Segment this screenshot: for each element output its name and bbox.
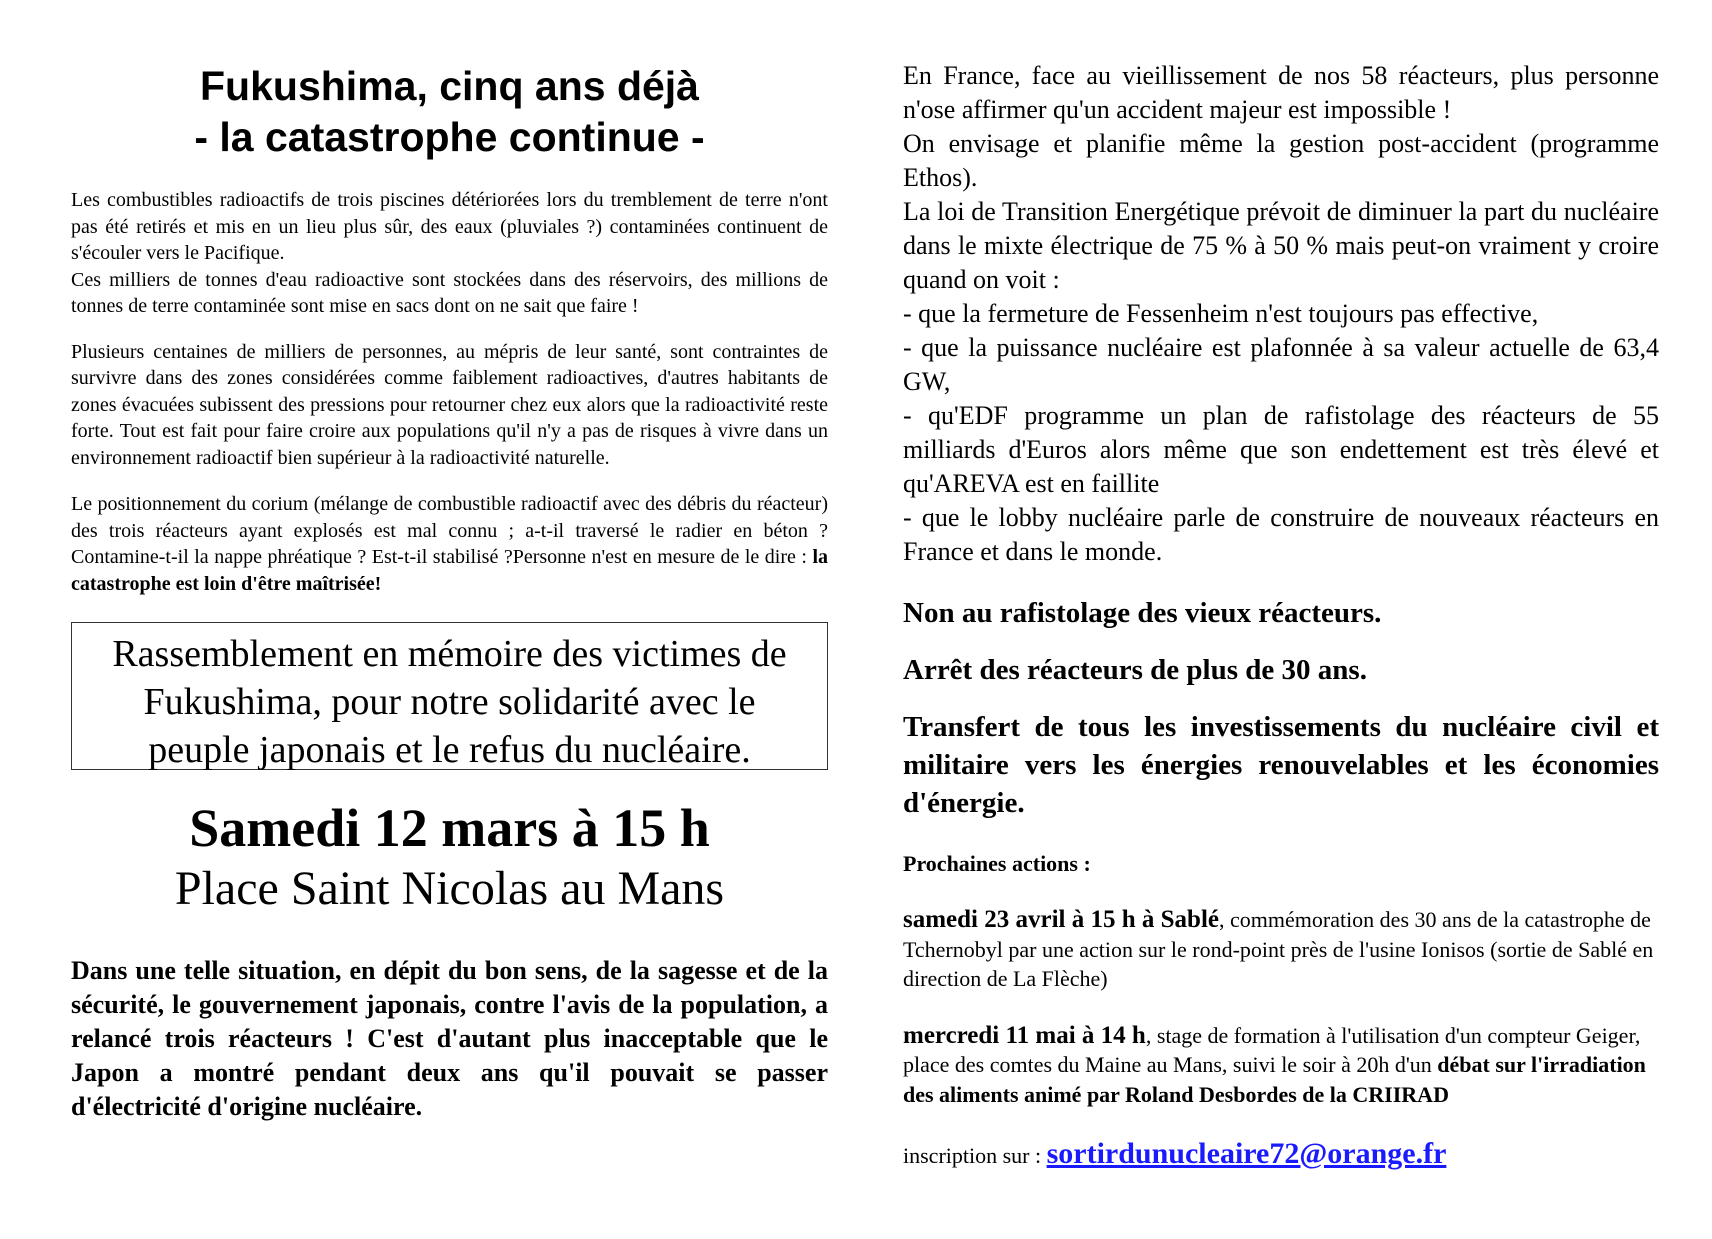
france-paragraph [903,0,1659,569]
event-date: Samedi 12 mars à 15 h [189,798,710,858]
paragraph-3-text: Le positionnement du corium (mélange de combustible radioactif avec des débris du réacteur) des trois réacteurs ayant explosés est mal connu ; a-t-il traversé le radier en béton ? Contamine-t-il la nappe phréatique ? Est-t-il stabilisé ?Personne n'est en mesure de le dire : [71,493,828,568]
closing-paragraph: Dans une telle situation, en dépit du bon sens, de la sagesse et de la sécurité, le gouvernement japonais, contre l'avis de la population, a relancé trois réacteurs ! C'est d'autant plus inacceptable que le Japon a montré pendant deux ans qu'il pouvait se passer d'électricité d'origine nucléaire. [71,956,828,1121]
contact-email-link[interactable]: sortirdunucleaire72@orange.fr [1046,1137,1447,1170]
action-item-geiger [903,1021,1659,1110]
action-2-when: mercredi 11 mai à 14 h [903,1021,1146,1049]
event-place: Place Saint Nicolas au Mans [174,862,725,915]
paragraph-fuel-pools [71,187,828,320]
paragraph-corium [71,491,828,597]
rally-line-3: peuple japonais et le refus du nucléaire. [148,729,751,771]
action-1-when: samedi 23 avril à 15 h à Sablé [903,906,1219,933]
rally-announcement-box [71,622,828,770]
bullet-3: - qu'EDF programme un plan de rafistolage des réacteurs de 55 milliards d'Euros alors même que son endettement est très élevé et qu'AREVA est en faillite [903,401,1659,498]
inscription-label: inscription sur : [903,1143,1047,1168]
bullet-1: - que la fermeture de Fessenheim n'est toujours pas effective, [903,299,1539,328]
paragraph-1a: Les combustibles radioactifs de trois piscines détériorées lors du tremblement de terre n'ont pas été retirés et mis en un lieu plus sûr, des eaux (pluviales ?) contaminées continuent de s'écouler vers le Pacifique. [71,189,828,264]
action-item-sable [903,905,1659,994]
bullet-4: - que le lobby nucléaire parle de construire de nouveaux réacteurs en France et dans le monde. [903,503,1659,566]
paragraph-populations: Plusieurs centaines de milliers de personnes, au mépris de leur santé, sont contraintes de survivre dans des zones considérées comme faiblement radioactives, d'autres habitants de zones évacuées subissent des pressions pour retourner chez eux alors que la radioactivité reste forte. Tout est fait pour faire croire aux populations qu'il n'y a pas de risques à vivre dans un environnement radioactif bien supérieur à la radioactivité naturelle. [71,340,828,469]
title-line-1: Fukushima, cinq ans déjà [200,63,699,109]
paragraph-3-bold: la catastrophe est loin d'être maîtrisée! [71,546,828,595]
leaflet-title [71,0,828,163]
demand-2: Arrêt des réacteurs de plus de 30 ans. [903,654,1367,686]
demand-1: Non au rafistolage des vieux réacteurs. [903,597,1382,629]
action-2-text: , stage de formation à l'utilisation d'un compteur Geiger, place des comtes du Maine au Mans, suivi le soir à 20h d'un [903,1022,1641,1077]
title-line-2: - la catastrophe continue - [194,114,705,160]
rally-line-1: Rassemblement en mémoire des victimes de [112,633,787,675]
action-2-bold: débat sur l'irradiation des aliments animé par Roland Desbordes de la CRIIRAD [903,1052,1646,1107]
action-1-text: , commémoration des 30 ans de la catastrophe de Tchernobyl par une action sur le rond-point près de l'usine Ionisos (sortie de Sablé en direction de La Flèche) [903,907,1654,991]
bullet-2: - que la puissance nucléaire est plafonnée à sa valeur actuelle de 63,4 GW, [903,333,1659,396]
intro-2: On envisage et planifie même la gestion post-accident (programme Ethos). [903,129,1659,192]
paragraph-1b: Ces milliers de tonnes d'eau radioactive sont stockées dans des réservoirs, des millions de tonnes de terre contaminée sont mise en sacs dont on ne sait que faire ! [71,268,828,317]
rally-line-2: Fukushima, pour notre solidarité avec le [143,681,756,723]
intro-3: La loi de Transition Energétique prévoit de diminuer la part du nucléaire dans le mixte électrique de 75 % à 50 % mais peut-on vraiment y croire quand on voit : [903,197,1659,294]
actions-heading: Prochaines actions : [903,851,1091,876]
inscription-line [903,1139,1659,1171]
left-column [71,0,828,1150]
demand-3: Transfert de tous les investissements du nucléaire civil et militaire vers les énergies renouvelables et les économies d'énergie. [903,711,1659,819]
right-column [903,0,1659,1171]
intro-1: En France, face au vieillissement de nos 58 réacteurs, plus personne n'ose affirmer qu'un accident majeur est impossible ! [903,61,1659,124]
